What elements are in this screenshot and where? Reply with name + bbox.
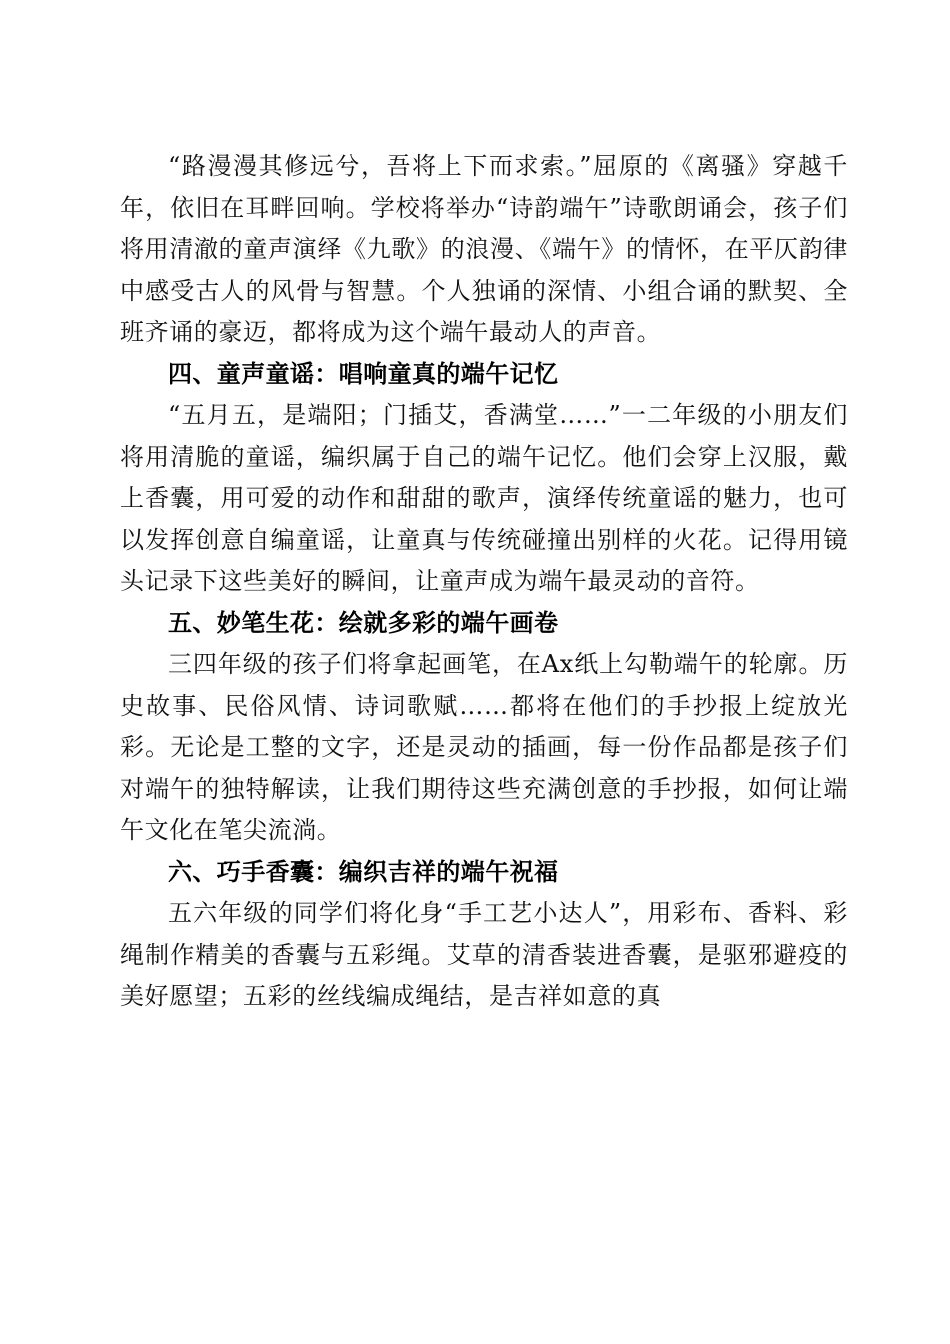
section-heading-5: 五、妙笔生花：绘就多彩的端午画卷 <box>168 608 559 637</box>
section-heading-6: 六、巧手香囊：编织吉祥的端午祝福 <box>168 857 559 886</box>
section-heading-4: 四、童声童谣：唱响童真的端午记忆 <box>168 359 559 388</box>
paragraph-poetry-recital: “路漫漫其修远兮，吾将上下而求索。”屈原的《离骚》穿越千年，依旧在耳畔回响。学校将举办“诗韵端午”诗歌朗诵会，孩子们将用清澈的童声演绎《九歌》的浪漫、《端午》的情怀，在平仄韵律中感受古人的风骨与智慧。个人独诵的深情、小组合诵的默契、全班齐诵的豪迈，都将成为这个端午最动人的声音。 <box>120 152 848 346</box>
paragraph-nursery-rhymes: “五月五，是端阳；门插艾，香满堂……”一二年级的小朋友们将用清脆的童谣，编织属于自己的端午记忆。他们会穿上汉服，戴上香囊，用可爱的动作和甜甜的歌声，演绎传统童谣的魅力，也可以发挥创意自编童谣，让童真与传统碰撞出别样的火花。记得用镜头记录下这些美好的瞬间，让童声成为端午最灵动的音符。 <box>120 401 848 595</box>
paragraph-sachet-crafting: 五六年级的同学们将化身“手工艺小达人”，用彩布、香料、彩绳制作精美的香囊与五彩绳。艾草的清香装进香囊，是驱邪避疫的美好愿望；五彩的丝线编成绳结，是吉祥如意的真 <box>120 899 848 1010</box>
document-body <box>120 146 848 1018</box>
paragraph-handwritten-newspaper: 三四年级的孩子们将拿起画笔，在Ax纸上勾勒端午的轮廓。历史故事、民俗风情、诗词歌赋……都将在他们的手抄报上绽放光彩。无论是工整的文字，还是灵动的插画，每一份作品都是孩子们对端午的独特解读，让我们期待这些充满创意的手抄报，如何让端午文化在笔尖流淌。 <box>120 650 848 844</box>
